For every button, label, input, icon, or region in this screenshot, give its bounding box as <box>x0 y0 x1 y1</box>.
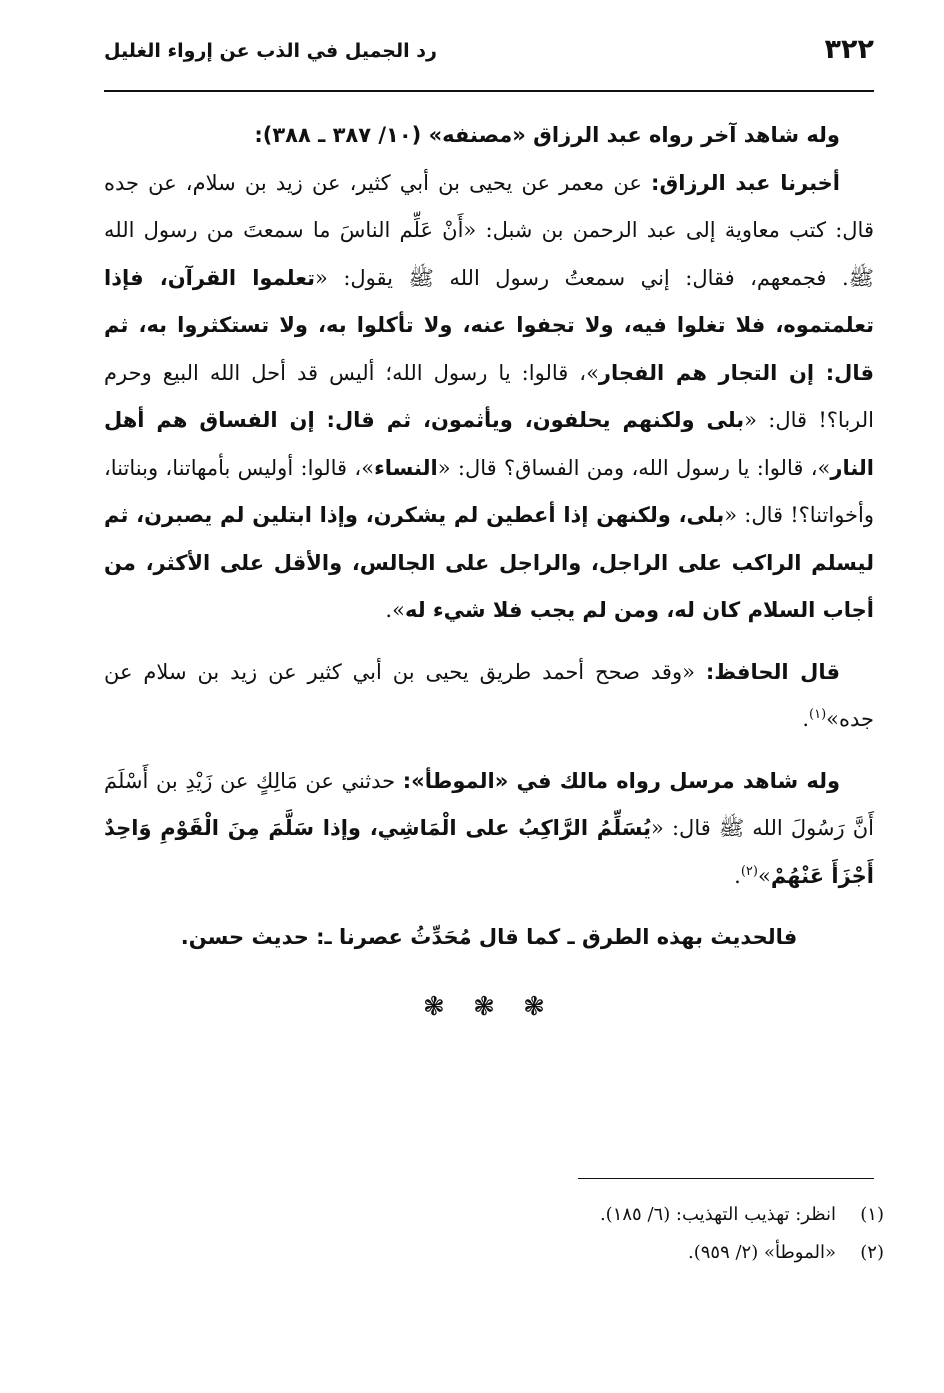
footnote-2 <box>104 1234 884 1272</box>
paragraph-1 <box>104 160 874 635</box>
paragraph-2 <box>104 649 874 744</box>
paragraph-1-text: عن معمر عن يحيى بن أبي كثير، عن زيد بن سلام، عن جده قال: كتب معاوية إلى عبد الرحمن بن شبل: «أَنْ عَلِّم الناسَ ما سمعتَ من رسول الله ﷺ. فجمعهم، فقال: إني سمعتُ رسول الله ﷺ يقول: « <box>104 170 874 290</box>
footnote-divider <box>578 1178 874 1179</box>
hadith-quote-2: بلى ولكنهم يحلفون، ويأثمون، ثم قال: إن الفساق هم أهل النار <box>104 408 874 480</box>
hadith-quote-1: تعلموا القرآن، فإذا تعلمتموه، فلا تغلوا فيه، ولا تجفوا عنه، ولا تأكلوا به، ولا تستكثروا به، ثم قال: إن التجار هم الفجار <box>104 265 874 385</box>
paragraph-3-text: حدثني عن مَالِكٍ عن زَيْدِ بن أَسْلَمَ أَنَّ رَسُولَ الله ﷺ قال: « <box>104 768 875 840</box>
paragraph-1-text-4: »، قالوا: أوليس بأمهاتنا، وبناتنا، وأخواتنا؟! قال: « <box>104 455 875 527</box>
hadith-quote-3: النساء <box>374 455 438 480</box>
hadith-quote-5: يُسَلِّمُ الرَّاكِبُ على الْمَاشِي، وإذا سَلَّمَ مِنَ الْقَوْمِ وَاحِدٌ أَجْزَأَ عَنْهُمْ <box>104 816 874 888</box>
paragraph-1-end: ». <box>385 598 405 622</box>
conclusion: فالحديث بهذه الطرق ـ كما قال مُحَدِّثُ عصرنا ـ: حديث حسن. <box>180 925 798 949</box>
paragraph-3-end: . <box>734 863 741 888</box>
footnote-2-number: (٢) <box>860 1242 884 1263</box>
main-text <box>104 112 874 1031</box>
page-number: ٣٢٢ <box>824 34 874 65</box>
paragraph-1-text-3: »، قالوا: يا رسول الله، ومن الفساق؟ قال: « <box>437 455 831 480</box>
paragraph-3 <box>104 758 874 901</box>
footnote-ref-1: (١) <box>809 707 827 722</box>
section-heading: وله شاهد آخر رواه عبد الرزاق «مصنفه» (١٠/ ٣٨٧ ـ ٣٨٨): <box>254 123 840 147</box>
running-title: رد الجميل في الذب عن إرواء الغليل <box>104 40 437 62</box>
footnote-1 <box>104 1196 884 1234</box>
paragraph-3-text-2: » <box>757 863 771 888</box>
paragraph-1-lead: أخبرنا عبد الرزاق: <box>651 170 840 195</box>
footnote-2-text: «الموطأ» (٢/ ٩٥٩). <box>687 1242 836 1263</box>
paragraph-2-text: «وقد صحح أحمد طريق يحيى بن أبي كثير عن زيد بن سلام عن جده» <box>104 659 874 731</box>
paragraph-3-lead: وله شاهد مرسل رواه مالك في «الموطأ»: <box>402 768 841 793</box>
footnotes <box>104 1196 884 1272</box>
paragraph-2-end: . <box>802 707 809 731</box>
hadith-quote-4: بلى، ولكنهن إذا أعطين لم يشكرن، وإذا ابتلين لم يصبرن، ثم ليسلم الراكب على الراجل، والراجل على الجالس، والأقل على الأكثر، من أجاب السلام كان له، ومن لم يجب فلا شيء له <box>104 503 874 622</box>
footnote-ref-2: (٢) <box>740 863 758 879</box>
page-header <box>104 32 874 92</box>
footnote-1-number: (١) <box>860 1204 884 1225</box>
footnote-1-text: انظر: تهذيب التهذيب: (٦/ ١٨٥). <box>599 1204 836 1225</box>
paragraph-2-lead: قال الحافظ: <box>705 659 840 684</box>
paragraph-1-text-2: »، قالوا: يا رسول الله؛ أليس قد أحل الله البيع وحرم الربا؟! قال: « <box>104 360 874 432</box>
section-separator: ❃ ❃ ❃ <box>423 991 555 1022</box>
